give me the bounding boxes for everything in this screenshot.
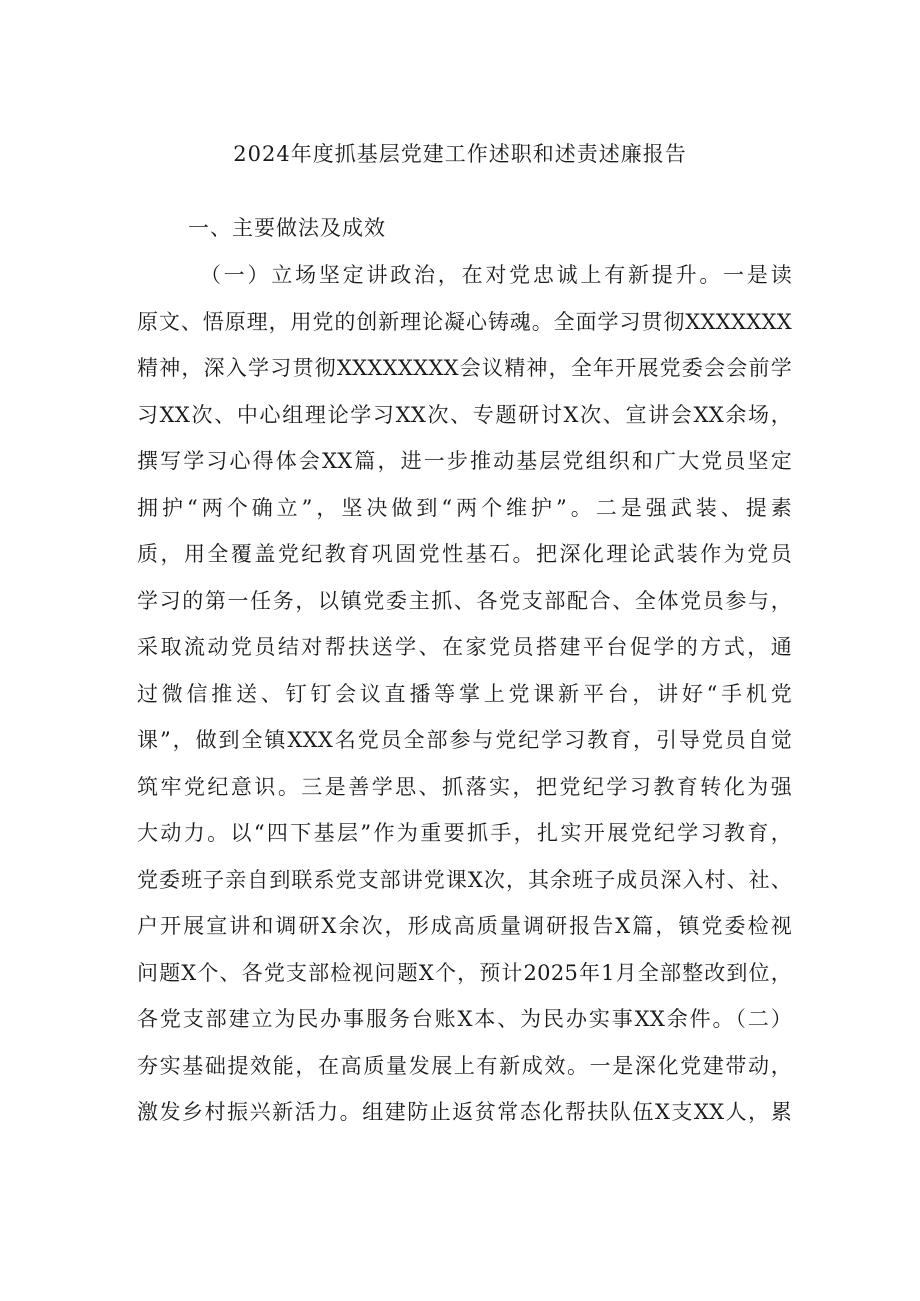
body-text — [137, 252, 792, 1136]
text-line: 各党支部建立为民办事服务台账X本、为民办实事XX余件。（二） — [137, 1007, 792, 1031]
text-line: （一）立场坚定讲政治，在对党忠诚上有新提升。一是读 — [200, 263, 792, 287]
text-line: 大动力。以“四下基层”作为重要抓手，扎实开展党纪学习教育， — [137, 821, 792, 845]
text-line: 习XX次、中心组理论学习XX次、专题研讨X次、宣讲会XX余场， — [137, 402, 792, 427]
text-line: 夯实基础提效能，在高质量发展上有新成效。一是深化党建带动， — [137, 1053, 792, 1078]
document-title: 2024年度抓基层党建工作述职和述责述廉报告 — [233, 142, 687, 166]
text-line: 激发乡村振兴新活力。组建防止返贫常态化帮扶队伍X支XX人，累 — [137, 1100, 792, 1124]
text-line: 过微信推送、钉钉会议直播等掌上党课新平台，讲好“手机党 — [137, 681, 792, 706]
text-line: 筑牢党纪意识。三是善学思、抓落实，把党纪学习教育转化为强 — [137, 774, 792, 799]
section-heading: 一、主要做法及成效 — [188, 216, 386, 240]
text-line: 采取流动党员结对帮扶送学、在家党员搭建平台促学的方式，通 — [137, 635, 792, 659]
text-line: 问题X个、各党支部检视问题X个，预计2025年1月全部整改到位， — [137, 960, 792, 985]
text-line: 课”，做到全镇XXX名党员全部参与党纪学习教育，引导党员自觉 — [137, 728, 792, 752]
text-line: 学习的第一任务，以镇党委主抓、各党支部配合、全体党员参与， — [137, 588, 792, 613]
text-line: 质，用全覆盖党纪教育巩固党性基石。把深化理论武装作为党员 — [137, 542, 792, 566]
text-line: 户开展宣讲和调研X余次，形成高质量调研报告X篇，镇党委检视 — [137, 914, 792, 938]
text-line: 党委班子亲自到联系党支部讲党课X次，其余班子成员深入村、社、 — [137, 867, 792, 892]
text-line: 撰写学习心得体会XX篇，进一步推动基层党组织和广大党员坚定 — [137, 449, 792, 473]
text-line: 精神，深入学习贯彻XXXXXXXX会议精神，全年开展党委会会前学 — [137, 356, 792, 380]
text-line: 拥护“两个确立”，坚决做到“两个维护”。二是强武装、提素 — [137, 495, 792, 520]
text-line: 原文、悟原理，用党的创新理论凝心铸魂。全面学习贯彻XXXXXXX — [137, 309, 792, 334]
